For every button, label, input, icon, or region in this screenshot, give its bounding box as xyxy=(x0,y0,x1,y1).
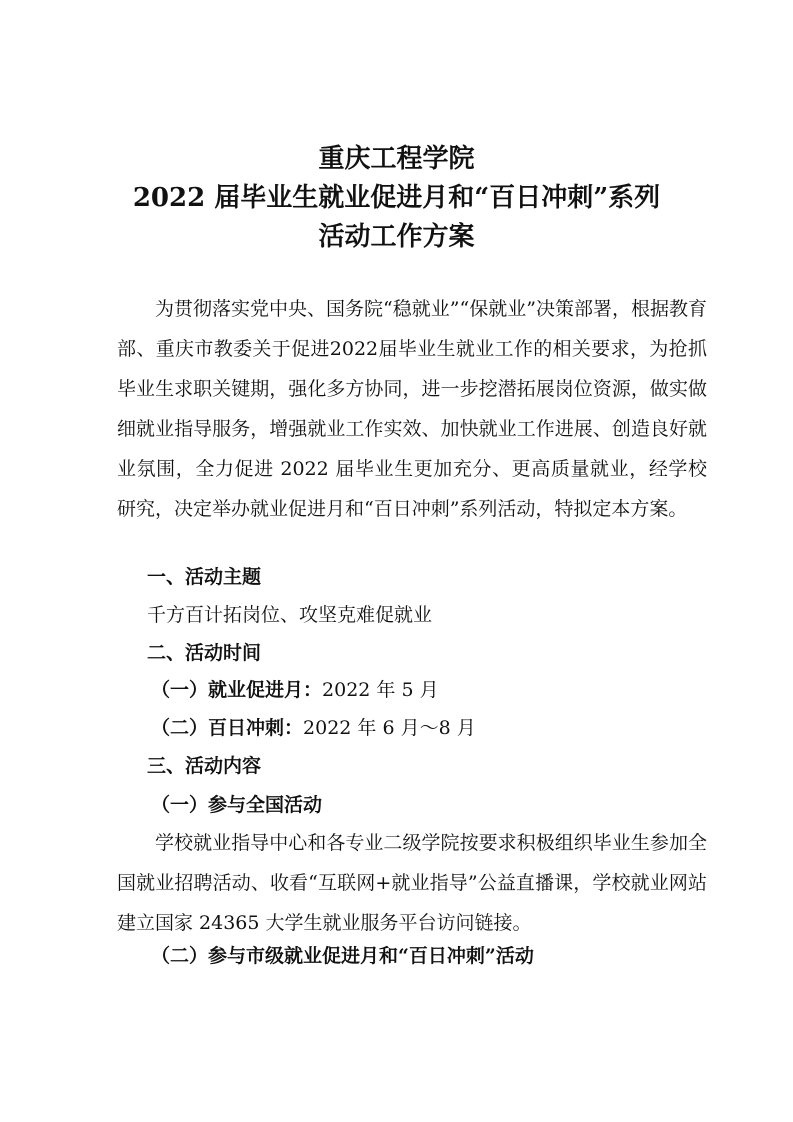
title-line-3: 活动工作方案 xyxy=(318,222,475,252)
section-1-heading: 一、活动主题 xyxy=(147,566,262,588)
time-item-2 xyxy=(151,715,476,741)
title-line-1: 重庆工程学院 xyxy=(318,144,475,174)
section-2-heading: 二、活动时间 xyxy=(147,642,262,664)
section-3-heading: 三、活动内容 xyxy=(147,755,262,777)
subsection-1-title: （一）参与全国活动 xyxy=(151,794,323,816)
section-1-text: 千方百计拓岗位、攻坚克难促就业 xyxy=(147,604,433,626)
time-item-1 xyxy=(151,677,439,703)
subsection-1-paragraph: 学校就业指导中心和各专业二级学院按要求积极组织毕业生参加全国就业招聘活动、收看“互联网+就业指导”公益直播课，学校就业网站建立国家 24365 大学生就业服务平台访问链接。 xyxy=(117,832,707,934)
intro-paragraph: 为贯彻落实党中央、国务院“稳就业”“保就业”决策部署，根据教育部、重庆市教委关于促进2022届毕业生就业工作的相关要求，为抢抓毕业生求职关键期，强化多方协同，进一步挖潜拓展岗位资源，做实做细就业指导服务，增强就业工作实效、加快就业工作进展、创造良好就业氛围，全力促进 2022 届毕业生更加充分、更高质量就业，经学校研究，决定举办就业促进月和“百日冲刺”系列活动，特拟定本方案。 xyxy=(117,298,707,520)
time-item-1-value: 2022 年 5 月 xyxy=(322,679,439,701)
title-line-2: 2022 届毕业生就业促进月和“百日冲刺”系列 xyxy=(132,183,661,213)
subsection-2-heading xyxy=(151,943,534,969)
time-item-1-label: （一）就业促进月： xyxy=(151,679,323,701)
subsection-2-title: （二）参与市级就业促进月和“百日冲刺”活动 xyxy=(151,945,534,967)
subsection-1-heading xyxy=(151,792,322,818)
time-item-2-value: 2022 年 6 月～8 月 xyxy=(303,717,476,739)
time-item-2-label: （二）百日冲刺： xyxy=(151,717,304,739)
